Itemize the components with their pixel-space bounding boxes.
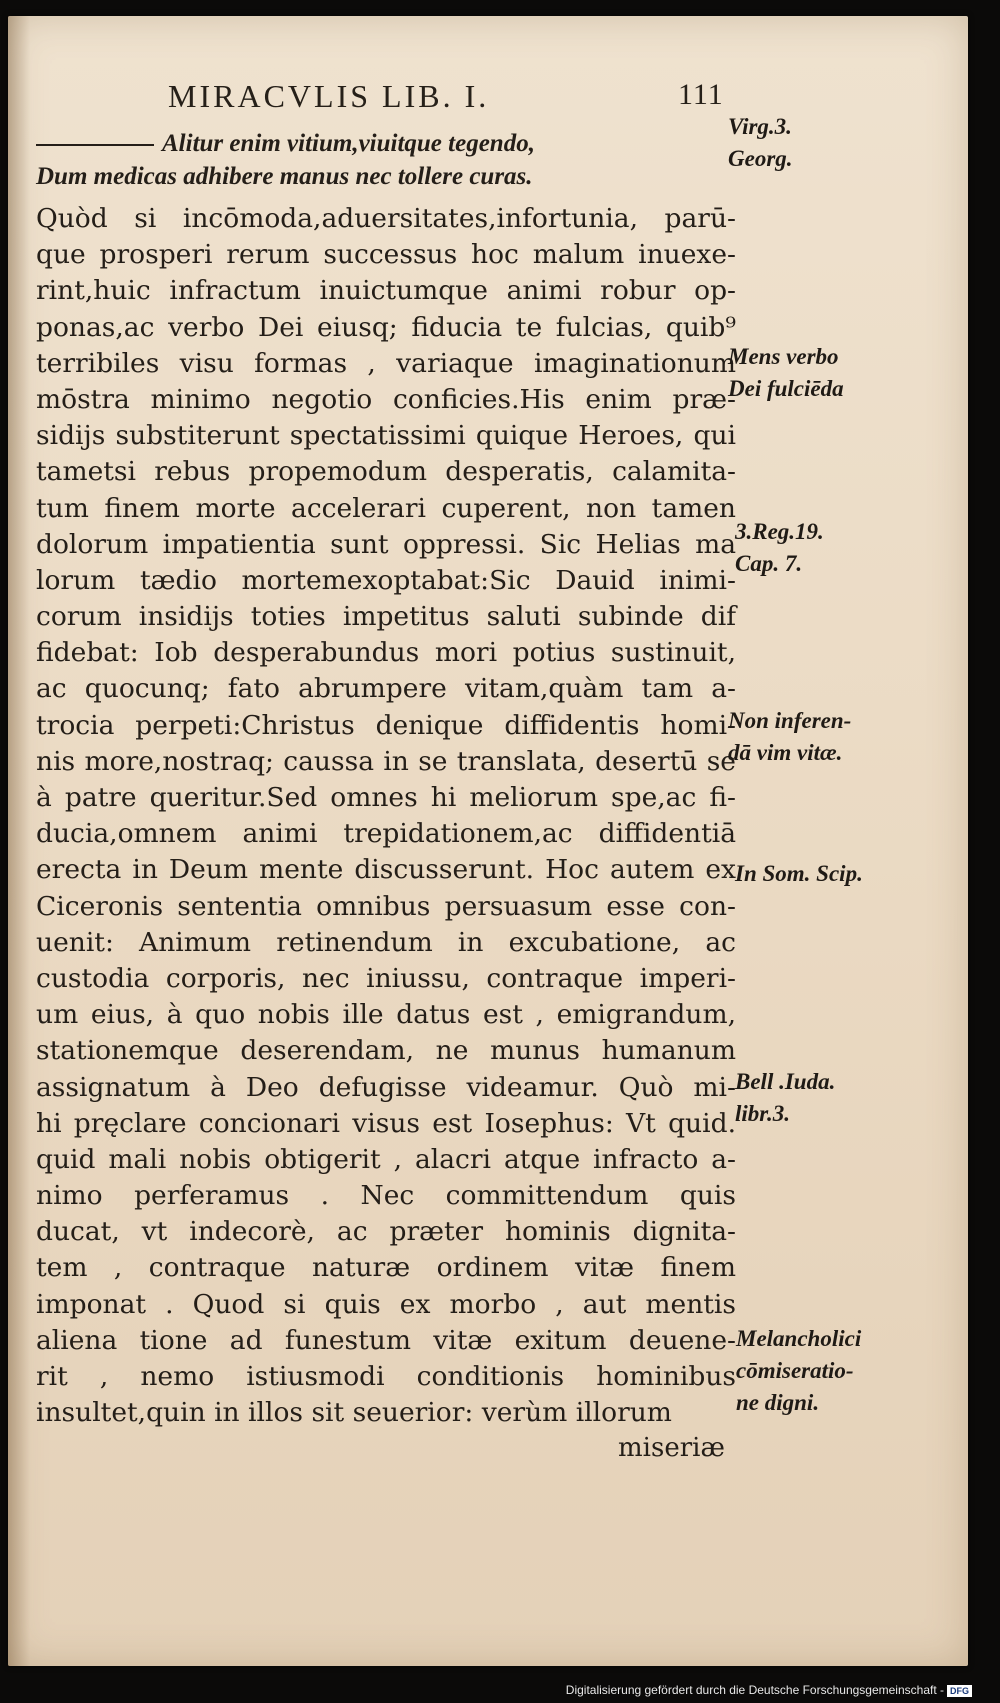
- prose-line: fidebat: Iob desperabundus mori potius sustinuit,: [36, 637, 736, 669]
- running-title: MIRACVLIS LIB. I.: [168, 78, 490, 114]
- text-column: [36, 127, 736, 1431]
- prose-line: que prosperi rerum successus hoc malum inuexe-: [36, 239, 736, 271]
- prose-line: à patre queritur.Sed omnes hi meliorum spe,ac fi-: [36, 782, 736, 813]
- margin-note-reg: 3.Reg.19. Cap. 7.: [735, 519, 824, 576]
- dfg-logo: DFG: [947, 1685, 972, 1697]
- prose-line: imponat . Quod si quis ex morbo , aut mentis: [36, 1288, 736, 1320]
- prose-line: rit , nemo istiusmodi conditionis hominibus: [36, 1361, 736, 1392]
- prose-line: erecta in Deum mente discusserunt. Hoc autem ex: [36, 854, 736, 886]
- prose-line: um eius, à quo nobis ille datus est , emigrandum,: [36, 999, 736, 1031]
- prose-line: ac quocunq; fato abrumpere vitam,quàm tam a-: [36, 673, 736, 705]
- prose-line: stationemque deserendam, ne munus humanum: [36, 1035, 736, 1067]
- prose-line: uenit: Animum retinendum in excubatione, ac: [36, 926, 736, 958]
- prose-line: tum finem morte accelerari cuperent, non tamen: [36, 492, 736, 524]
- prose-line: nimo perferamus . Nec committendum quis: [36, 1180, 736, 1212]
- prose-line: sidijs substiterunt spectatissimi quique Heroes, qui: [36, 420, 736, 452]
- prose-line: mōstra minimo negotio conficies.His enim præ-: [36, 383, 736, 415]
- prose-line: corum insidijs toties impetitus saluti subinde dif: [36, 601, 736, 633]
- running-header: [168, 78, 728, 115]
- prose-line: lorum tædio mortemexoptabat:Sic Dauid inimi-: [36, 564, 736, 596]
- prose-line: ducia,omnem animi trepidationem,ac diffidentiā: [36, 818, 736, 850]
- prose-line: aliena tione ad funestum vitæ exitum deuene-: [36, 1324, 736, 1356]
- verse-dash: [36, 144, 154, 146]
- page-gutter-shadow: [8, 16, 30, 1666]
- prose-line: dolorum impatientia sunt oppressi. Sic Helias ma: [36, 528, 736, 560]
- prose-line: insultet,quin in illos sit seuerior: verùm illorum: [36, 1397, 672, 1429]
- prose-line: trocia perpeti:Christus denique diffidentis homi-: [36, 709, 736, 741]
- prose-line: custodia corporis, nec iniussu, contraque imperi-: [36, 962, 736, 994]
- prose-line: terribiles visu formas , variaque imaginationum: [36, 347, 736, 379]
- margin-note-somnium: In Som. Scip.: [735, 861, 863, 886]
- prose-line: tem , contraque naturæ ordinem vitæ finem: [36, 1252, 736, 1284]
- prose-line: Ciceronis sententia omnibus persuasum esse con-: [36, 890, 736, 922]
- margin-note-virgil: Virg.3. Georg.: [728, 114, 793, 171]
- margin-note-bellum-iudaicum: Bell .Iuda. libr.3.: [735, 1069, 836, 1126]
- prose-line: nis more,nostraq; caussa in se translata, desertū se: [36, 745, 736, 777]
- margin-note-melancholici: Melancholici cōmiseratio- ne digni.: [736, 1326, 862, 1415]
- prose-line: tametsi rebus propemodum desperatis, calamita-: [36, 456, 736, 488]
- margin-note-non-inferenda: Non inferen- dā vim vitæ.: [728, 708, 852, 765]
- prose-body: [36, 201, 736, 1431]
- prose-line: hi pręclare concionari visus est Iosephus: Vt quid.: [36, 1107, 736, 1139]
- prose-line: Quòd si incōmoda,aduersitates,infortunia, parū-: [36, 203, 736, 234]
- prose-line: rint,huic infractum inuictumque animi robur op-: [36, 275, 736, 307]
- margin-note-mens-verbo: Mens verbo Dei fulciēda: [728, 344, 844, 401]
- prose-line: ponas,ac verbo Dei eiusq; fiducia te fulcias, quib⁹: [36, 311, 736, 343]
- verse-line-1: Alitur enim vitium,viuitque tegendo,: [36, 127, 736, 160]
- prose-line: assignatum à Deo defugisse videamur. Quò mi-: [36, 1071, 736, 1103]
- catchword: miseriæ: [618, 1433, 725, 1463]
- folio-number: 111: [678, 78, 724, 111]
- prose-line: quid mali nobis obtigerit , alacri atque infracto a-: [36, 1143, 736, 1175]
- digitization-credit: Digitalisierung gefördert durch die Deutsche Forschungsgemeinschaft - DFG: [0, 1683, 1000, 1703]
- prose-line: ducat, vt indecorè, ac præter hominis dignita-: [36, 1216, 736, 1248]
- verse-line-2: Dum medicas adhibere manus nec tollere curas.: [36, 163, 533, 190]
